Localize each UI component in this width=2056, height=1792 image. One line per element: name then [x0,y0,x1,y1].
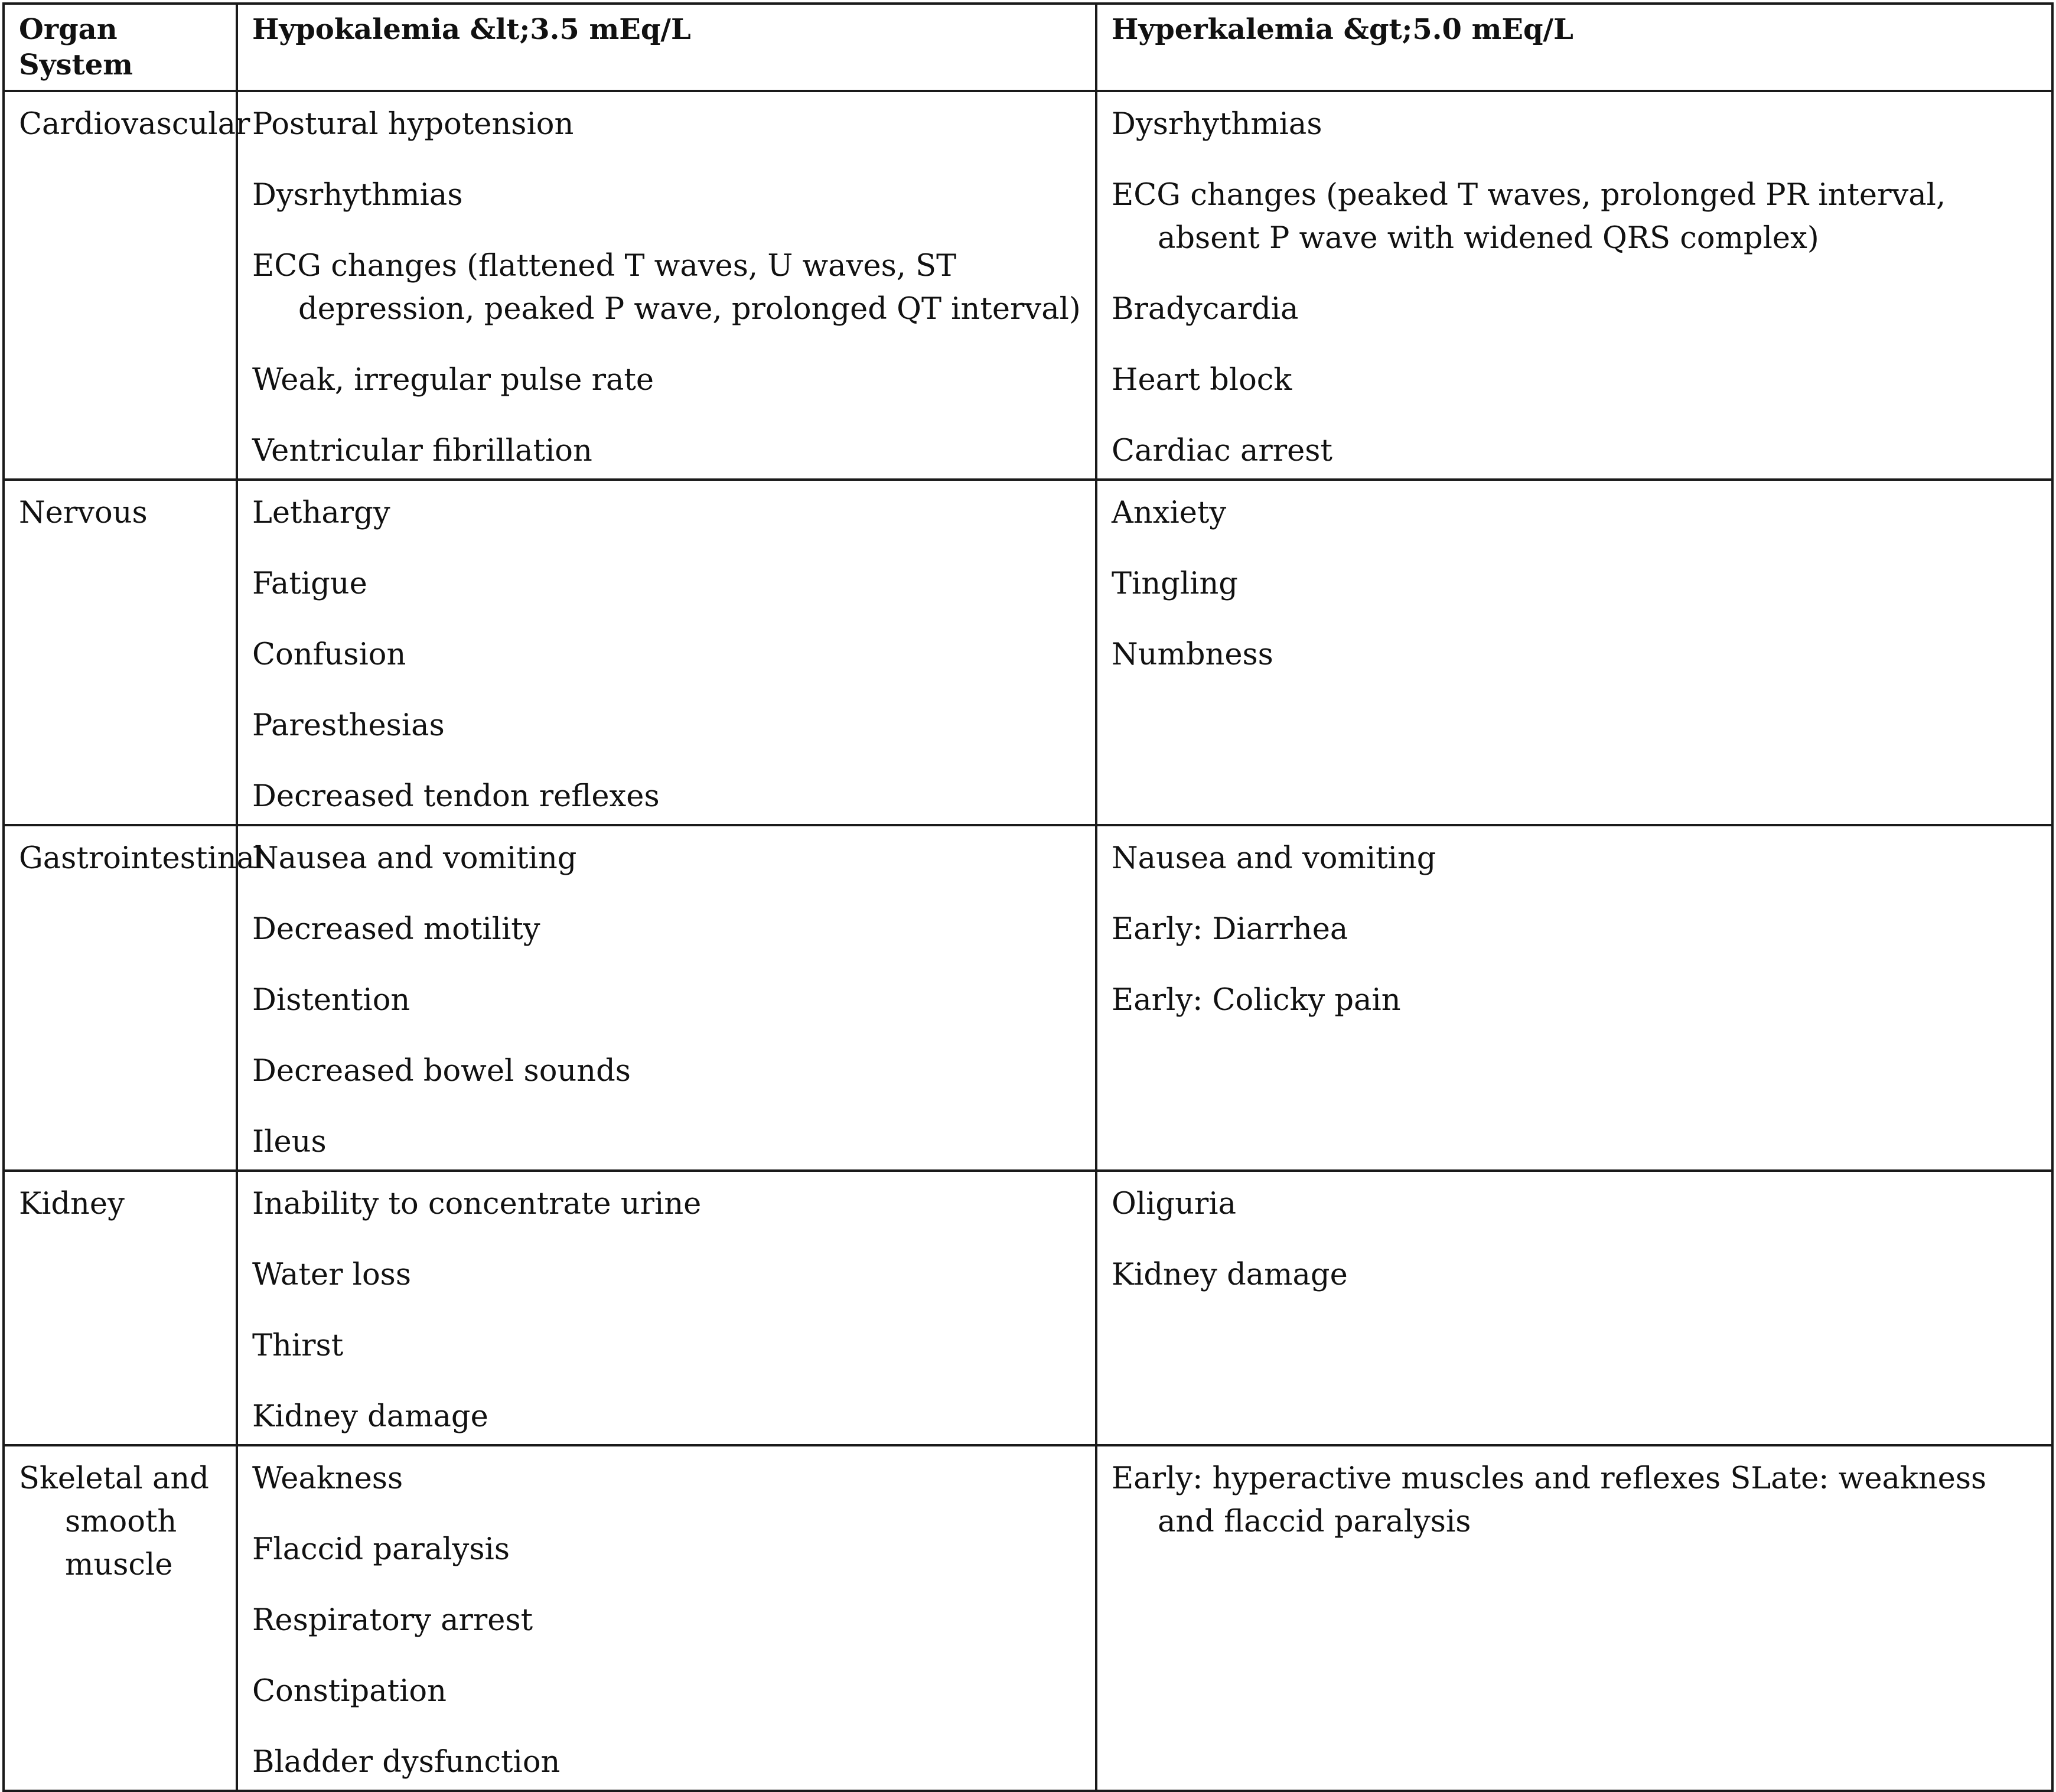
hypo-entry: Flaccid paralysis [252,1532,510,1567]
hyper-entry: Numbness [1112,637,1273,672]
header-hyperkalemia: Hyperkalemia &gt;5.0 mEq/L [1096,4,2052,91]
organ-cell [4,1445,237,1791]
hypo-entry: Paresthesias [252,708,445,743]
hyper-entry: Kidney damage [1112,1257,1348,1292]
header-row [4,4,2052,91]
hypo-entry: Ventricular fibrillation [252,434,592,468]
hyper-entry: Nausea and vomiting [1112,841,1436,876]
hyperkalemia-cell [1096,1445,2052,1791]
hypo-entry: Thirst [252,1328,344,1363]
hypo-entry: Weak, irregular pulse rate [252,363,654,398]
hyper-entry: Tingling [1112,566,1238,601]
hyperkalemia-cell [1096,91,2052,480]
organ-cell [4,480,237,825]
hyper-entry: ECG changes (peaked T waves, prolonged PR interval, absent P wave with widened QRS complex) [1112,178,1946,256]
hypokalemia-cell [237,825,1096,1171]
hypo-entry: Postural hypotension [252,107,574,142]
table-row-skeletal-smooth-muscle [4,1445,2052,1791]
hyperkalemia-cell [1096,825,2052,1171]
organ-cell [4,1171,237,1445]
hyper-entry: Heart block [1112,363,1292,398]
hypo-entry: Lethargy [252,496,390,530]
hyper-entry: Early: Colicky pain [1112,983,1401,1018]
hyper-entry: Dysrhythmias [1112,107,1322,142]
hypokalemia-cell [237,480,1096,825]
header-organ-system: Organ System [4,4,237,91]
hypo-entry: Kidney damage [252,1399,488,1434]
hypokalemia-cell [237,1445,1096,1791]
hypo-entry: Nausea and vomiting [252,841,577,876]
hypo-entry: Decreased motility [252,912,540,947]
table-row-cardiovascular [4,91,2052,480]
organ-label: Skeletal and smooth muscle [19,1461,209,1582]
organ-label: Cardiovascular [19,107,250,142]
hypo-entry: Fatigue [252,566,367,601]
hypo-entry: Confusion [252,637,406,672]
hypo-entry: Decreased bowel sounds [252,1054,631,1089]
hypo-entry: Bladder dysfunction [252,1745,561,1780]
table-row-gastrointestinal [4,825,2052,1171]
organ-label: Gastrointestinal [19,841,265,876]
potassium-imbalance-table [2,2,2054,1792]
hypo-entry: Respiratory arrest [252,1603,533,1638]
hyperkalemia-cell [1096,480,2052,825]
hypo-entry: Decreased tendon reflexes [252,779,660,814]
hyper-entry: Cardiac arrest [1112,434,1332,468]
hypo-entry: ECG changes (flattened T waves, U waves, ST depression, peaked P wave, prolonged QT interval) [252,249,1081,327]
hypo-entry: Distention [252,983,410,1018]
hypo-entry: Weakness [252,1461,403,1496]
hypokalemia-cell [237,91,1096,480]
organ-cell [4,825,265,1171]
organ-cell [4,91,250,480]
organ-label: Nervous [19,496,148,530]
hyper-entry: Anxiety [1112,496,1227,530]
hypokalemia-cell [237,1171,1096,1445]
hypo-entry: Inability to concentrate urine [252,1187,702,1221]
hyper-entry: Early: Diarrhea [1112,912,1348,947]
header-hypokalemia: Hypokalemia &lt;3.5 mEq/L [237,4,1096,91]
hyper-entry: Bradycardia [1112,292,1299,327]
hyper-entry: Oliguria [1112,1187,1237,1221]
organ-label: Kidney [19,1187,125,1221]
table-row-kidney [4,1171,2052,1445]
hypo-entry: Water loss [252,1257,412,1292]
table-row-nervous [4,480,2052,825]
hypo-entry: Dysrhythmias [252,178,463,213]
hyperkalemia-cell [1096,1171,2052,1445]
hyper-entry: Early: hyperactive muscles and reflexes SLate: weakness and flaccid paralysis [1112,1461,1987,1539]
hypo-entry: Ileus [252,1125,327,1159]
hypo-entry: Constipation [252,1674,447,1709]
